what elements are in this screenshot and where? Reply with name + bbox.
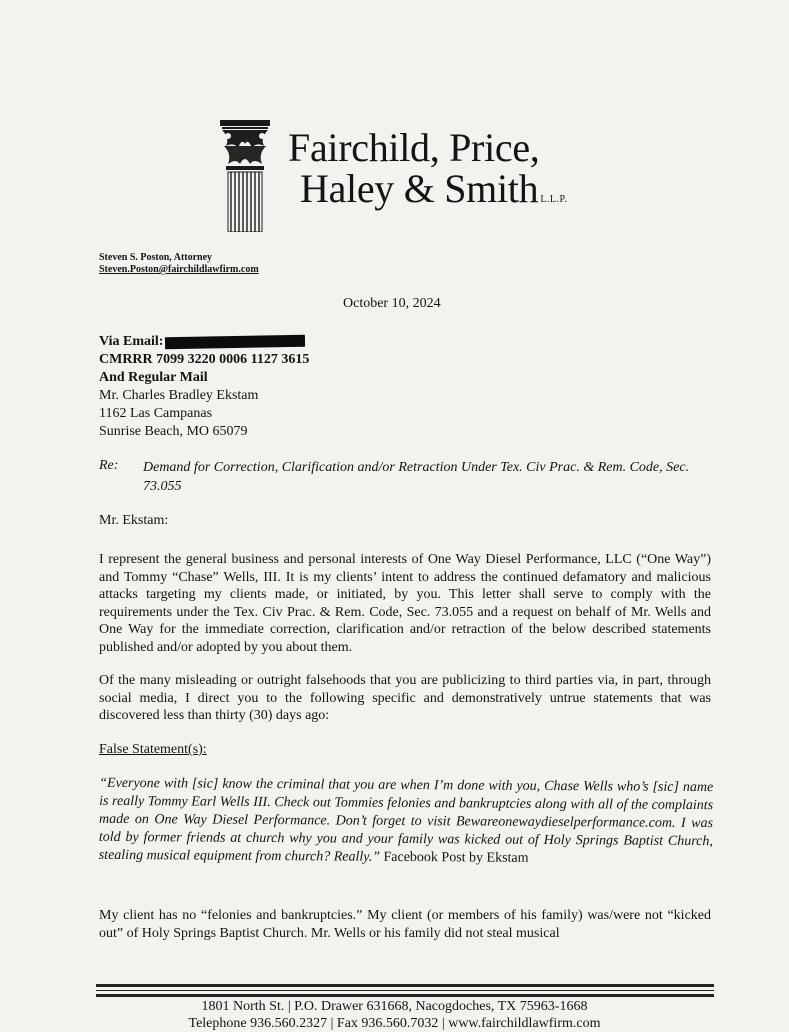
salutation: Mr. Ekstam: <box>99 513 169 528</box>
regular-mail-line: And Regular Mail <box>99 370 208 385</box>
via-email-line <box>99 333 309 351</box>
firm-suffix: L.L.P. <box>540 194 568 205</box>
paragraph-representation: I represent the general business and personal interests of One Way Diesel Performance, LLC (“One Way”) and Tommy “Chase” Wells, III. It is my clients’ intent to address the continued defamatory and malicious attacks targeting my clients made, or initiated, by you. This letter shall serve to comply with the requirements under the Tex. Civ Prac. & Rem. Code, Sec. 73.055 and a request on behalf of Mr. Wells and One Way for the immediate correction, clarification and/or retraction of the below described statements published and/or adopted by you about them. <box>99 552 711 655</box>
recipient-street: 1162 Las Campanas <box>99 406 213 421</box>
footer-rule-bottom <box>96 994 714 997</box>
recipient-name: Mr. Charles Bradley Ekstam <box>99 388 259 403</box>
attorney-block <box>99 252 259 276</box>
false-statements-heading: False Statement(s): <box>99 742 207 757</box>
firm-name-line2-text: Haley & Smith <box>300 166 539 211</box>
quoted-statement <box>99 775 714 869</box>
firm-name-line2 <box>300 167 567 222</box>
letter-date: October 10, 2024 <box>343 296 441 311</box>
footer-address: 1801 North St. | P.O. Drawer 631668, Nacogdoches, TX 75963-1668 <box>201 999 588 1014</box>
attorney-name: Steven S. Poston, Attorney <box>99 252 213 263</box>
redaction-bar <box>165 335 305 349</box>
recipient-city: Sunrise Beach, MO 65079 <box>99 424 248 439</box>
corinthian-column-icon <box>216 118 274 232</box>
footer-contact: Telephone 936.560.2327 | Fax 936.560.7032 | www.fairchildlawfirm.com <box>188 1016 601 1031</box>
quote-attribution: Facebook Post by Ekstam <box>383 849 529 866</box>
cmrrr-line: CMRRR 7099 3220 0006 1127 3615 <box>99 352 310 367</box>
paragraph-rebuttal: My client has no “felonies and bankruptcies.” My client (or members of his family) was/were not “kicked out” of Holy Springs Baptist Church. Mr. Wells or his family did not steal musical <box>99 908 711 941</box>
re-label: Re: <box>99 458 119 473</box>
footer-rule-middle <box>96 990 714 991</box>
recipient-block <box>99 333 309 441</box>
firm-name-line1: Fairchild, Price, <box>288 125 540 170</box>
paragraph-falsehoods: Of the many misleading or outright falsehoods that you are publicizing to third parties via, in part, through social media, I direct you to the following specific and demonstratively untrue statements that was discovered less than thirty (30) days ago: <box>99 673 711 723</box>
via-email-label: Via Email: <box>99 334 164 349</box>
footer-rule-top <box>96 984 714 987</box>
quote-text: “Everyone with [sic] know the criminal that you are when I’m done with you, Chase Wells who’s [sic] name is really Tommy Earl Wells III. Check out Tommies felonies and bankruptcies along with all of the complaints made on One Way Diesel Performance. Don’t forget to visit Bewareonewaydieselperformance.com. I was told by former friends at church why you and your family was kicked out of Holy Springs Baptist Church, stealing musical equipment from church? Really.” <box>98 775 714 865</box>
attorney-email-link[interactable]: Steven.Poston@fairchildlawfirm.com <box>99 264 259 275</box>
re-subject: Demand for Correction, Clarification and/or Retraction Under Tex. Civ Prac. & Rem. Code, Sec. 73.055 <box>143 460 690 494</box>
